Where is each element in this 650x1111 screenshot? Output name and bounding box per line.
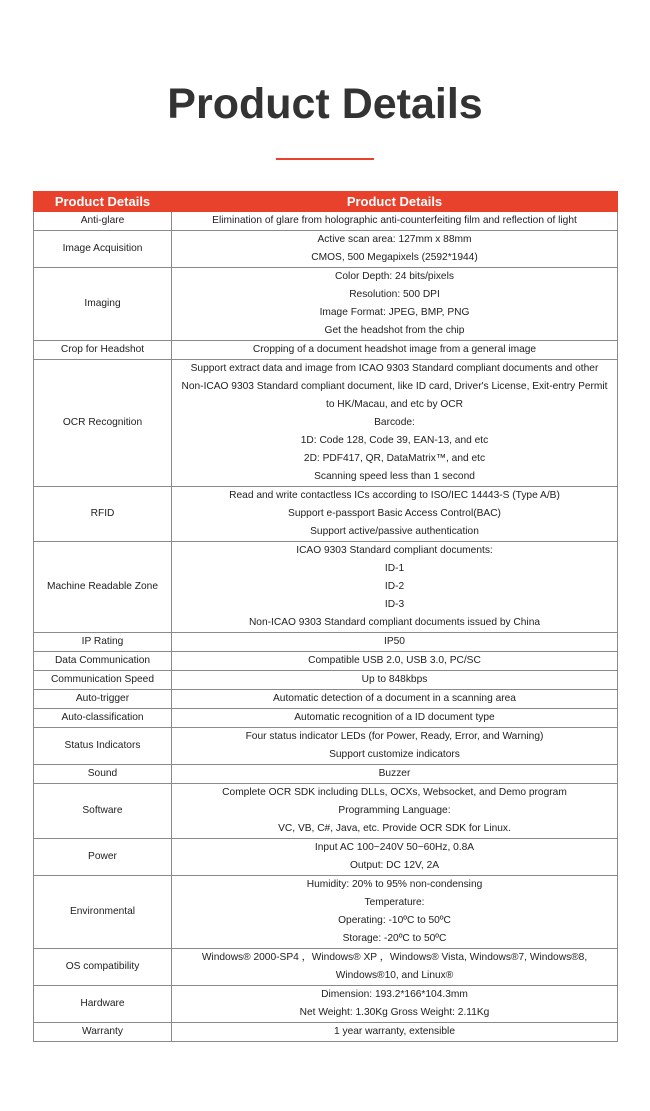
table-row <box>34 784 618 839</box>
table-row <box>34 487 618 542</box>
spec-label: Image Acquisition <box>34 231 172 268</box>
spec-value <box>172 690 618 709</box>
spec-value-line: Up to 848kbps <box>361 674 428 685</box>
spec-value-line: Programming Language: <box>338 805 451 816</box>
spec-value-line: Four status indicator LEDs (for Power, Ready, Error, and Warning) <box>245 731 544 742</box>
spec-value <box>172 671 618 690</box>
spec-value <box>172 360 618 487</box>
spec-value <box>172 268 618 341</box>
spec-value-line: Operating: -10ºC to 50ºC <box>338 915 451 926</box>
spec-value-line: IP50 <box>384 636 405 647</box>
spec-label: Imaging <box>34 268 172 341</box>
spec-value-line: Compatible USB 2.0, USB 3.0, PC/SC <box>308 655 481 666</box>
spec-value-line: 1 year warranty, extensible <box>334 1026 455 1037</box>
table-row <box>34 633 618 652</box>
title-divider <box>276 158 374 160</box>
spec-label: Power <box>34 839 172 876</box>
spec-value <box>172 231 618 268</box>
table-row <box>34 341 618 360</box>
spec-label: Environmental <box>34 876 172 949</box>
spec-value <box>172 986 618 1023</box>
spec-value-line: Automatic detection of a document in a scanning area <box>273 693 516 704</box>
page-title: Product Details <box>167 80 483 128</box>
spec-value-line: Input AC 100~240V 50~60Hz, 0.8A <box>314 842 475 853</box>
spec-value-line: Temperature: <box>364 897 425 908</box>
table-header-row <box>34 192 618 212</box>
spec-value-line: ID-2 <box>384 581 405 592</box>
spec-label: Machine Readable Zone <box>34 542 172 633</box>
table-row <box>34 949 618 986</box>
spec-value-line: Support e-passport Basic Access Control(BAC) <box>288 508 501 519</box>
spec-value <box>172 839 618 876</box>
spec-label: Crop for Headshot <box>34 341 172 360</box>
spec-value-line: Support extract data and image from ICAO 9303 Standard compliant documents and other <box>190 363 599 374</box>
spec-value <box>172 212 618 231</box>
spec-value-line: Barcode: <box>374 417 415 428</box>
spec-value-line: Storage: -20ºC to 50ºC <box>342 933 447 944</box>
table-row <box>34 839 618 876</box>
spec-value <box>172 728 618 765</box>
table-row <box>34 728 618 765</box>
spec-value-line: Output: DC 12V, 2A <box>349 860 440 871</box>
spec-value-line: Dimension: 193.2*166*104.3mm <box>321 989 468 1000</box>
spec-value <box>172 709 618 728</box>
table-row <box>34 542 618 633</box>
spec-value-line: Non-ICAO 9303 Standard compliant document, like ID card, Driver's License, Exit-entry Permit <box>181 381 608 392</box>
spec-value-line: Get the headshot from the chip <box>324 325 465 336</box>
spec-value <box>172 487 618 542</box>
spec-value-line: 1D: Code 128, Code 39, EAN-13, and etc <box>300 435 489 446</box>
spec-value-line: 2D: PDF417, QR, DataMatrix™, and etc <box>303 453 486 464</box>
spec-value-line: VC, VB, C#, Java, etc. Provide OCR SDK for Linux. <box>278 823 511 834</box>
table-row <box>34 709 618 728</box>
spec-label: Data Communication <box>34 652 172 671</box>
spec-value <box>172 765 618 784</box>
spec-value <box>172 652 618 671</box>
spec-value-line: Elimination of glare from holographic anti-counterfeiting film and reflection of light <box>212 215 577 226</box>
table-row <box>34 1023 618 1042</box>
table-row <box>34 690 618 709</box>
spec-label: OCR Recognition <box>34 360 172 487</box>
spec-value-line: Humidity: 20% to 95% non-condensing <box>306 879 483 890</box>
spec-value <box>172 876 618 949</box>
spec-label: IP Rating <box>34 633 172 652</box>
spec-value-line: Image Format: JPEG, BMP, PNG <box>319 307 470 318</box>
spec-value-line: ICAO 9303 Standard compliant documents: <box>296 545 493 556</box>
spec-value-line: Windows®10, and Linux® <box>335 970 454 981</box>
table-row <box>34 212 618 231</box>
spec-value <box>172 633 618 652</box>
spec-value <box>172 949 618 986</box>
spec-value <box>172 1023 618 1042</box>
spec-label: Auto-classification <box>34 709 172 728</box>
table-row <box>34 231 618 268</box>
spec-value <box>172 542 618 633</box>
spec-label: Sound <box>34 765 172 784</box>
spec-label: Anti-glare <box>34 212 172 231</box>
spec-label: OS compatibility <box>34 949 172 986</box>
table-row <box>34 360 618 487</box>
spec-value-line: ID-3 <box>384 599 405 610</box>
table-row <box>34 986 618 1023</box>
spec-value <box>172 341 618 360</box>
product-details-table <box>33 191 618 1042</box>
table-body <box>34 212 618 1042</box>
spec-value-line: Read and write contactless ICs according to ISO/IEC 14443-S (Type A/B) <box>229 490 560 501</box>
spec-value-line: Windows® 2000-SP4 ，Windows® XP ，Windows® Vista, Windows®7, Windows®8, <box>201 952 588 963</box>
spec-value-line: to HK/Macau, and etc by OCR <box>325 399 464 410</box>
header-value-column: Product Details <box>172 192 618 212</box>
spec-value-line: Non-ICAO 9303 Standard compliant documents issued by China <box>248 617 541 628</box>
table-row <box>34 652 618 671</box>
spec-value <box>172 784 618 839</box>
table-row <box>34 268 618 341</box>
table-row <box>34 671 618 690</box>
spec-value-line: Automatic recognition of a ID document type <box>294 712 495 723</box>
spec-label: Communication Speed <box>34 671 172 690</box>
spec-value-line: Support customize indicators <box>329 749 460 760</box>
header-label-column: Product Details <box>34 192 172 212</box>
spec-value-line: Cropping of a document headshot image from a general image <box>252 344 537 355</box>
spec-value-line: Scanning speed less than 1 second <box>314 471 475 482</box>
spec-value-line: Complete OCR SDK including DLLs, OCXs, Websocket, and Demo program <box>222 787 567 798</box>
table-row <box>34 876 618 949</box>
spec-label: Software <box>34 784 172 839</box>
spec-value-line: Active scan area: 127mm x 88mm <box>317 234 472 245</box>
spec-label: RFID <box>34 487 172 542</box>
spec-label: Auto-trigger <box>34 690 172 709</box>
spec-label: Hardware <box>34 986 172 1023</box>
spec-value-line: Resolution: 500 DPI <box>349 289 440 300</box>
spec-value-line: Net Weight: 1.30Kg Gross Weight: 2.11Kg <box>299 1007 490 1018</box>
spec-value-line: Buzzer <box>378 768 411 779</box>
spec-label: Status Indicators <box>34 728 172 765</box>
spec-label: Warranty <box>34 1023 172 1042</box>
spec-value-line: CMOS, 500 Megapixels (2592*1944) <box>311 252 478 263</box>
spec-value-line: ID-1 <box>384 563 405 574</box>
table-row <box>34 765 618 784</box>
spec-value-line: Support active/passive authentication <box>310 526 479 537</box>
spec-value-line: Color Depth: 24 bits/pixels <box>335 271 454 282</box>
